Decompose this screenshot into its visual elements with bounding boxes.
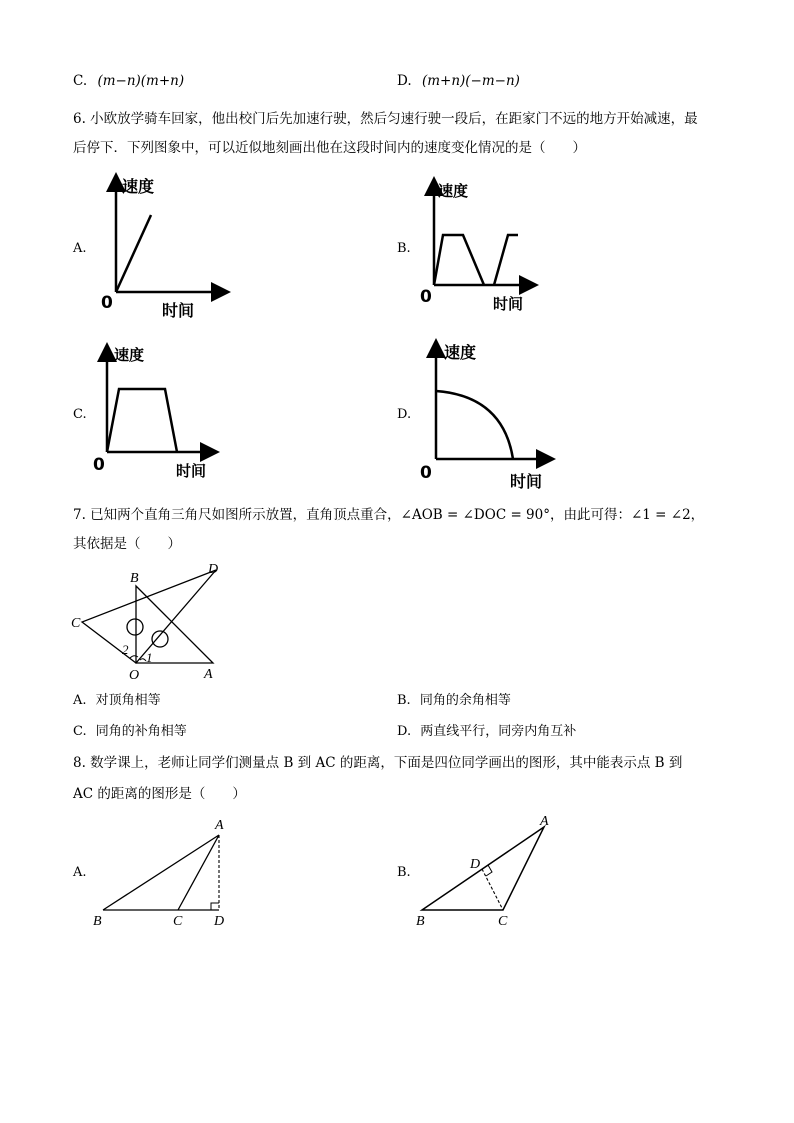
q5-option-c[interactable]	[73, 72, 184, 90]
q5-option-d-expr: (m+n)(−m−n)	[421, 73, 520, 89]
q7-stem-line1: 7. 已知两个直角三角尺如图所示放置，直角顶点重合，∠AOB = ∠DOC = 90°，由此可得：∠1 = ∠2，	[73, 507, 705, 523]
q6-b-xlabel: 时间	[493, 295, 524, 313]
q7-option-c[interactable]	[73, 723, 187, 741]
q6-option-c-label[interactable]: C.	[73, 407, 87, 422]
q6-b-origin: 0	[420, 287, 432, 307]
q7-option-b[interactable]	[397, 692, 511, 710]
q6-graph-b	[415, 178, 540, 318]
q8-figure-b	[410, 810, 565, 930]
q7-option-d-label: D.	[397, 724, 412, 739]
q8-a-label-b: B	[93, 914, 102, 929]
q8-stem-line2: AC 的距离的图形是（ ）	[73, 786, 246, 802]
q7-label-o: O	[129, 668, 140, 683]
q7-label-d: D	[208, 562, 219, 577]
q7-figure	[68, 560, 238, 685]
q7-option-a-text: 对顶角相等	[95, 693, 161, 708]
q7-option-a-label: A.	[73, 693, 87, 708]
q5-option-c-expr: (m−n)(m+n)	[97, 73, 185, 89]
q8-a-label-d: D	[214, 914, 225, 929]
q8-b-label-a: A	[540, 814, 549, 829]
q7-label-2: 2	[122, 642, 129, 657]
q5-option-c-label: C.	[73, 73, 88, 89]
q7-option-b-text: 同角的余角相等	[419, 693, 511, 708]
q6-d-ylabel: 速度	[444, 343, 477, 362]
q7-label-c: C	[71, 616, 81, 631]
q6-stem-line2: 后停下．下列图象中，可以近似地刻画出他在这段时间内的速度变化情况的是（ ）	[73, 140, 586, 156]
q6-stem-line1: 6. 小欧放学骑车回家，他出校门后先加速行驶，然后匀速行驶一段后，在距家门不远的地方开始减速，最	[73, 111, 698, 127]
q8-a-label-a: A	[215, 818, 224, 833]
q7-stem-line2: 其依据是（ ）	[73, 536, 181, 552]
q6-graph-c	[92, 342, 227, 482]
q6-a-ylabel: 速度	[122, 177, 155, 196]
q7-option-c-label: C.	[73, 724, 87, 739]
q6-graph-d	[418, 338, 558, 498]
q7-option-d[interactable]	[397, 723, 576, 741]
q8-a-label-c: C	[173, 914, 183, 929]
q7-option-a[interactable]	[73, 692, 161, 710]
q5-option-d-label: D.	[397, 73, 412, 89]
q5-option-d[interactable]	[397, 72, 520, 90]
q6-c-xlabel: 时间	[176, 462, 207, 480]
q6-c-origin: 0	[93, 455, 105, 475]
q6-a-origin: 0	[101, 293, 113, 313]
q6-d-xlabel: 时间	[510, 472, 543, 491]
q8-b-label-d: D	[470, 857, 481, 872]
q6-option-d-label[interactable]: D.	[397, 407, 412, 422]
q6-b-ylabel: 速度	[438, 182, 469, 200]
q7-label-a: A	[204, 667, 213, 682]
q6-graph-a	[95, 170, 235, 325]
q8-b-label-c: C	[498, 914, 508, 929]
q8-stem-line1: 8. 数学课上，老师让同学们测量点 B 到 AC 的距离，下面是四位同学画出的图形，其中能表示点 B 到	[73, 755, 683, 771]
q6-a-xlabel: 时间	[162, 301, 195, 320]
q7-option-d-text: 两直线平行，同旁内角互补	[420, 724, 577, 739]
q6-option-a-label[interactable]: A.	[73, 241, 87, 256]
q8-option-b-label[interactable]: B.	[397, 865, 411, 880]
q8-option-a-label[interactable]: A.	[73, 865, 87, 880]
q8-b-label-b: B	[416, 914, 425, 929]
q7-label-b: B	[130, 571, 139, 586]
q7-option-b-label: B.	[397, 693, 411, 708]
q7-label-1: 1	[146, 650, 153, 665]
q6-option-b-label[interactable]: B.	[397, 241, 411, 256]
q6-d-origin: 0	[420, 463, 432, 483]
q6-c-ylabel: 速度	[114, 346, 145, 364]
q8-figure-a	[90, 815, 235, 930]
q7-option-c-text: 同角的补角相等	[95, 724, 187, 739]
